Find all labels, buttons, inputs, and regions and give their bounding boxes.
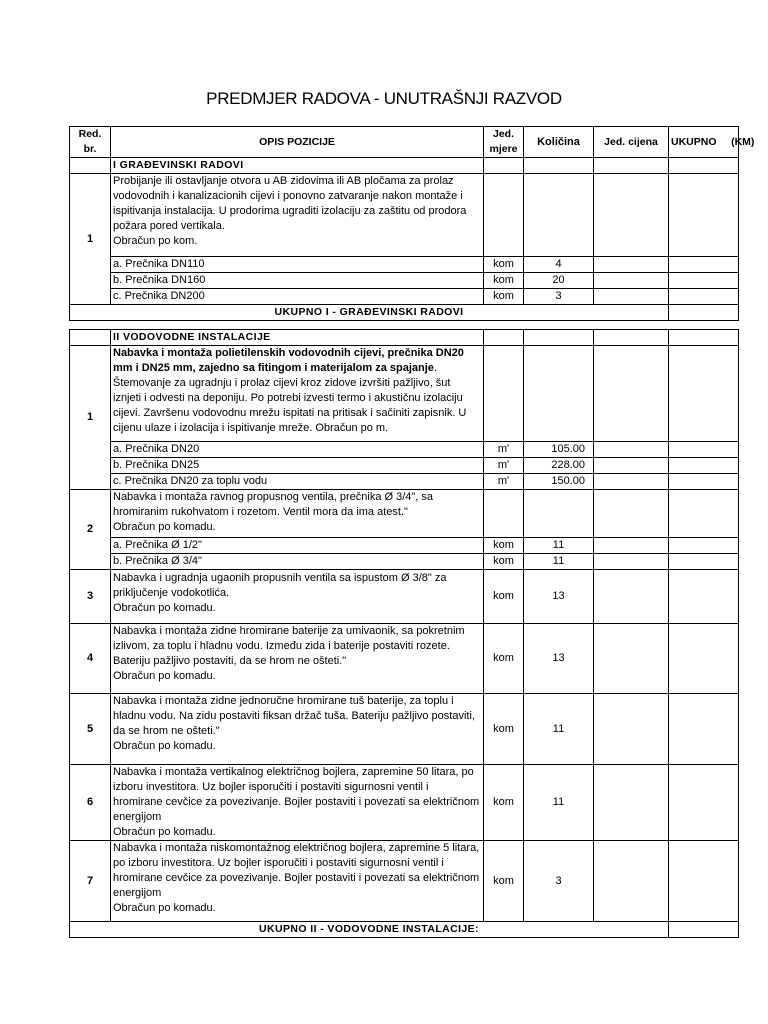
unit-cell: m' [484, 474, 524, 490]
unit-cell: kom [484, 624, 524, 694]
unit-cell: kom [484, 257, 524, 273]
unit-cell: m' [484, 458, 524, 474]
item-number: 4 [70, 624, 111, 694]
section-total: UKUPNO I - GRAĐEVINSKI RADOVI [70, 305, 669, 321]
table-row [70, 538, 739, 554]
header-kolicina: Količina [524, 127, 594, 158]
item-calc: Obračun po kom. [113, 235, 198, 247]
item-number: 1 [70, 346, 111, 490]
unit-cell: kom [484, 538, 524, 554]
item-calc: Obračun po komadu. [113, 740, 216, 752]
qty-cell: 11 [524, 538, 594, 554]
table-row [70, 289, 739, 305]
table-row [70, 554, 739, 570]
header-ukupno: UKUPNO (KM) [669, 127, 739, 158]
header-jed-cijena: Jed. cijena [594, 127, 669, 158]
item-description: Nabavka i montaža zidne hromirane baterije za umivaonik, sa pokretnim izlivom, za toplu i hladnu vodu. Između zida i baterije postaviti rozete. Bateriju pažljivo postaviti, da se hrom ne ošteti." Obračun po komadu. [111, 624, 484, 694]
table-row [70, 346, 739, 442]
qty-cell: 20 [524, 273, 594, 289]
table-row [70, 570, 739, 624]
table-vodovodne [69, 329, 739, 938]
table-row [70, 765, 739, 841]
qty-cell: 228.00 [524, 458, 594, 474]
sub-item-label: a. Prečnika Ø 1/2" [111, 538, 484, 554]
item-number: 7 [70, 841, 111, 922]
header-jed-mjere: Jed. mjere [484, 127, 524, 158]
item-calc: Obračun po komadu. [113, 826, 216, 838]
item-calc: Obračun po komadu. [113, 521, 216, 533]
table-row [70, 257, 739, 273]
unit-cell: kom [484, 554, 524, 570]
item-calc: Obračun po komadu. [113, 670, 216, 682]
qty-cell: 105.00 [524, 442, 594, 458]
item-number: 2 [70, 490, 111, 570]
table-gradjevinski [69, 126, 755, 321]
item-description: Nabavka i montaža niskomontažnog električnog bojlera, zapremine 5 litara, po izboru investitora. Uz bojler isporučiti i postaviti sigurnosni ventil i hromirane cevčice za povezivanje. Bojler postaviti i povezati sa električnom energijom Obračun po komadu. [111, 841, 484, 922]
unit-cell: kom [484, 841, 524, 922]
table-row [70, 458, 739, 474]
qty-cell: 150.00 [524, 474, 594, 490]
qty-cell: 11 [524, 694, 594, 765]
unit-cell: kom [484, 765, 524, 841]
table-row [70, 490, 739, 538]
sub-item-label: a. Prečnika DN110 [111, 257, 484, 273]
sub-item-label: c. Prečnika DN20 za toplu vodu [111, 474, 484, 490]
header-opis: OPIS POZICIJE [111, 127, 484, 158]
section-heading: I GRAĐEVINSKI RADOVI [111, 158, 484, 174]
table-row [70, 273, 739, 289]
unit-cell: kom [484, 273, 524, 289]
qty-cell: 4 [524, 257, 594, 273]
table-header-row [70, 127, 739, 158]
item-description: Nabavka i montaža ravnog propusnog ventila, prečnika Ø 3/4", sa hromiranim rukohvatom i rozetom. Ventil mora da ima atest." Obračun po komadu. [111, 490, 484, 538]
sub-item-label: b. Prečnika Ø 3/4" [111, 554, 484, 570]
item-number: 1 [70, 174, 111, 305]
qty-cell: 3 [524, 289, 594, 305]
item-description: Nabavka i montaža vertikalnog električnog bojlera, zapremine 50 litara, po izboru investitora. Uz bojler isporučiti i postaviti sigurnosni ventil i hromirane cevčice za povezivanje. Bojler postaviti i povezati sa električnom energijom Obračun po komadu. [111, 765, 484, 841]
item-description: Nabavka i montaža zidne jednoručne hromirane tuš baterije, za toplu i hladnu vodu. Na zidu postaviti fiksan držač tuša. Bateriju pažljivo postaviti, da se hrom ne ošteti." Obračun po komadu. [111, 694, 484, 765]
section-total: UKUPNO II - VODOVODNE INSTALACIJE: [70, 922, 669, 938]
sub-item-label: b. Prečnika DN160 [111, 273, 484, 289]
table-row [70, 442, 739, 458]
header-red-br: Red. br. [70, 127, 111, 158]
unit-cell: kom [484, 289, 524, 305]
qty-cell: 13 [524, 570, 594, 624]
sub-item-label: c. Prečnika DN200 [111, 289, 484, 305]
table-row [70, 624, 739, 694]
table-row [70, 474, 739, 490]
table-row [70, 694, 739, 765]
section-heading-row [70, 158, 739, 174]
unit-cell: kom [484, 694, 524, 765]
section-total-row [70, 305, 739, 321]
table-row [70, 174, 739, 257]
item-calc: Obračun po komadu. [113, 602, 216, 614]
qty-cell: 3 [524, 841, 594, 922]
item-number: 6 [70, 765, 111, 841]
qty-cell: 11 [524, 554, 594, 570]
section-total-row [70, 922, 739, 938]
item-calc: Obračun po komadu. [113, 902, 216, 914]
section-heading-row [70, 330, 739, 346]
item-description: Nabavka i ugradnja ugaonih propusnih ventila sa ispustom Ø 3/8" za priključenje vodokotlića. Obračun po komadu. [111, 570, 484, 624]
table-row [70, 841, 739, 922]
item-description: Probijanje ili ostavljanje otvora u AB zidovima ili AB pločama za prolaz vodovodnih i kanalizacionih cijevi i ponovno zatvaranje nakon montaže i ispitivanja instalacija. U prodorima ugraditi izolaciju za zaštitu od prodora požara pored vertikala. Obračun po kom. [111, 174, 484, 257]
item-number: 5 [70, 694, 111, 765]
qty-cell: 11 [524, 765, 594, 841]
sub-item-label: b. Prečnika DN25 [111, 458, 484, 474]
page-title: PREDMJER RADOVA - UNUTRAŠNJI RAZVOD [206, 89, 562, 108]
unit-cell: m' [484, 442, 524, 458]
item-number: 3 [70, 570, 111, 624]
section-heading: II VODOVODNE INSTALACIJE [111, 330, 484, 346]
sub-item-label: a. Prečnika DN20 [111, 442, 484, 458]
item-description: Nabavka i montaža polietilenskih vodovodnih cijevi, prečnika DN20 mm i DN25 mm, zajedno sa fitingom i materijalom za spajanje. Štemovanje za ugradnju i prolaz cijevi kroz zidove izvršiti pažljivo, šut iznjeti i odvesti na deponiju. Po potrebi izvesti termo i akustičnu izolaciju cijevi. Završenu vodovodnu mrežu ispitati na pritisak i sačiniti zapisnik. U cijenu ulaze i izolacija i ispitivanje mreže. Obračun po m. [111, 346, 484, 442]
qty-cell: 13 [524, 624, 594, 694]
unit-cell: kom [484, 570, 524, 624]
